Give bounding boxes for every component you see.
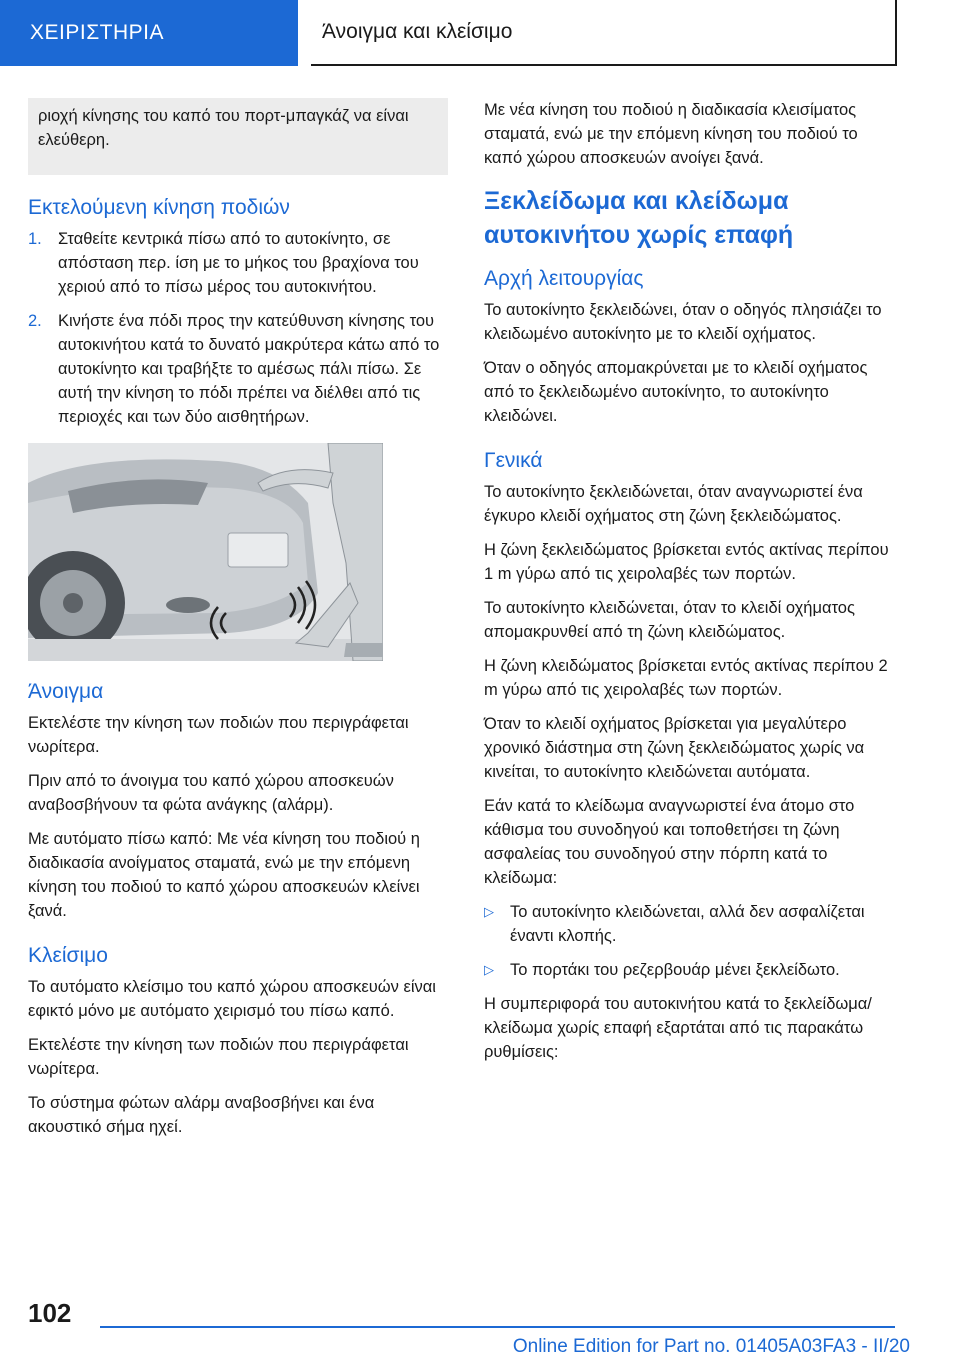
car-rear-illustration: [28, 443, 383, 661]
general-para: Το αυτοκίνητο ξεκλειδώνεται, όταν αναγνωριστεί ένα έγκυρο κλειδί οχήματος στη ζώνη ξεκλειδώματος.: [484, 483, 863, 525]
heading-foot-movement: Εκτελούμενη κίνηση ποδιών: [28, 196, 290, 219]
general-para: Το αυτοκίνητο κλειδώνεται, όταν το κλειδί οχήματος απομακρυνθεί από τη ζώνη κλειδώματος.: [484, 599, 855, 641]
heading-closing: Κλείσιμο: [28, 944, 108, 967]
bullet-text: Το πορτάκι του ρεζερβουάρ μένει ξεκλείδωτο.: [510, 961, 840, 979]
note-box: [28, 98, 448, 175]
general-para: Εάν κατά το κλείδωμα αναγνωριστεί ένα άτομο στο κάθισμα του συνοδηγού και τοποθετήσει τη ζώνη ασφαλείας του συνοδηγού στην πόρπη κατά το κλείδωμα:: [484, 797, 855, 887]
closing-para-right: Η συμπεριφορά του αυτοκινήτου κατά το ξεκλείδωμα/κλείδωμα χωρίς επαφή εξαρτάται από τις παρακάτω ρυθμίσεις:: [484, 995, 872, 1061]
note-text: ριοχή κίνησης του καπό του πορτ-μπαγκάζ να είναι ελεύθερη.: [38, 107, 409, 149]
section-tab[interactable]: [0, 0, 298, 66]
closing-para: Εκτελέστε την κίνηση των ποδιών που περιγράφεται νωρίτερα.: [28, 1036, 409, 1078]
heading-opening: Άνοιγμα: [28, 680, 104, 703]
opening-para: Εκτελέστε την κίνηση των ποδιών που περιγράφεται νωρίτερα.: [28, 714, 409, 756]
triangle-bullet-icon: ▷: [484, 962, 494, 977]
illustration-foot-gesture: [28, 443, 383, 661]
step-text: Κινήστε ένα πόδι προς την κατεύθυνση κίνησης του αυτοκινήτου κατά το δυνατό μακρύτερα κάτω από το αυτοκίνητο και τραβήξτε το αμέσως πάλι πίσω. Σε αυτή την κίνηση το πόδι πρέπει να διέλθει από τις περιοχές και των δύο αισθητήρων.: [58, 312, 440, 426]
step-item: [28, 227, 448, 299]
step-number: 1.: [28, 230, 42, 248]
general-para: Η ζώνη κλειδώματος βρίσκεται εντός ακτίνας περίπου 2 m γύρω από τις χειρολαβές των πορτών.: [484, 657, 888, 699]
heading-keyless: Ξεκλείδωμα και κλείδωμα αυτοκινήτου χωρίς επαφή: [484, 187, 794, 249]
list-item: [484, 958, 898, 982]
general-para: Η ζώνη ξεκλειδώματος βρίσκεται εντός ακτίνας περίπου 1 m γύρω από τις χειρολαβές των πορτών.: [484, 541, 889, 583]
chapter-header: [311, 0, 897, 66]
heading-general: Γενικά: [484, 449, 543, 472]
step-text: Σταθείτε κεντρικά πίσω από το αυτοκίνητο, σε απόσταση περ. ίση με το μήκος του βραχίονα του χεριού από το πίσω μέρος του αυτοκινήτου.: [58, 230, 419, 296]
principle-para: Όταν ο οδηγός απομακρύνεται με το κλειδί οχήματος από το ξεκλειδωμένο αυτοκίνητο, το αυτοκίνητο κλειδώνει.: [484, 359, 868, 425]
intro-para: Με νέα κίνηση του ποδιού η διαδικασία κλεισίματος σταματά, ενώ με την επόμενη κίνηση του ποδιού το καπό χώρου αποσκευών ανοίγει ξανά.: [484, 101, 858, 167]
opening-para: Με αυτόματο πίσω καπό: Με νέα κίνηση του ποδιού η διαδικασία ανοίγματος σταματά, ενώ με την επόμενη κίνηση του ποδιού το καπό χώρου αποσκευών κλείνει ξανά.: [28, 830, 420, 920]
list-item: [484, 900, 898, 948]
page-number: 102: [28, 1298, 72, 1328]
step-number: 2.: [28, 312, 42, 330]
step-item: [28, 309, 448, 429]
general-para: Όταν το κλειδί οχήματος βρίσκεται για μεγαλύτερο χρονικό διάστημα στη ζώνη ξεκλειδώματος χωρίς να κινείται, το αυτοκίνητο κλειδώνεται αυτόματα.: [484, 715, 865, 781]
chapter-title: Άνοιγμα και κλείσιμο: [322, 20, 513, 43]
bullet-list: [484, 900, 898, 982]
closing-para: Το αυτόματο κλείσιμο του καπό χώρου αποσκευών είναι εφικτό μόνο με αυτόματο χειρισμό του πίσω καπό.: [28, 978, 436, 1020]
heading-principle: Αρχή λειτουργίας: [484, 267, 644, 290]
principle-para: Το αυτοκίνητο ξεκλειδώνει, όταν ο οδηγός πλησιάζει το κλειδωμένο αυτοκίνητο με το κλειδί οχήματος.: [484, 301, 882, 343]
steps-list: [28, 227, 448, 429]
right-column: [484, 98, 898, 1074]
bullet-text: Το αυτοκίνητο κλειδώνεται, αλλά δεν ασφαλίζεται έναντι κλοπής.: [510, 903, 865, 945]
closing-para: Το σύστημα φώτων αλάρμ αναβοσβήνει και ένα ακουστικό σήμα ηχεί.: [28, 1094, 375, 1136]
left-column: [28, 98, 448, 1149]
edition-link[interactable]: Online Edition for Part no. 01405A03FA3 - II/20: [512, 1336, 910, 1357]
opening-para: Πριν από το άνοιγμα του καπό χώρου αποσκευών αναβοσβήνουν τα φώτα ανάγκης (αλάρμ).: [28, 772, 394, 814]
footer-divider: [100, 1326, 895, 1328]
section-title: ΧΕΙΡΙΣΤΗΡΙΑ: [30, 21, 165, 44]
triangle-bullet-icon: ▷: [484, 904, 494, 919]
